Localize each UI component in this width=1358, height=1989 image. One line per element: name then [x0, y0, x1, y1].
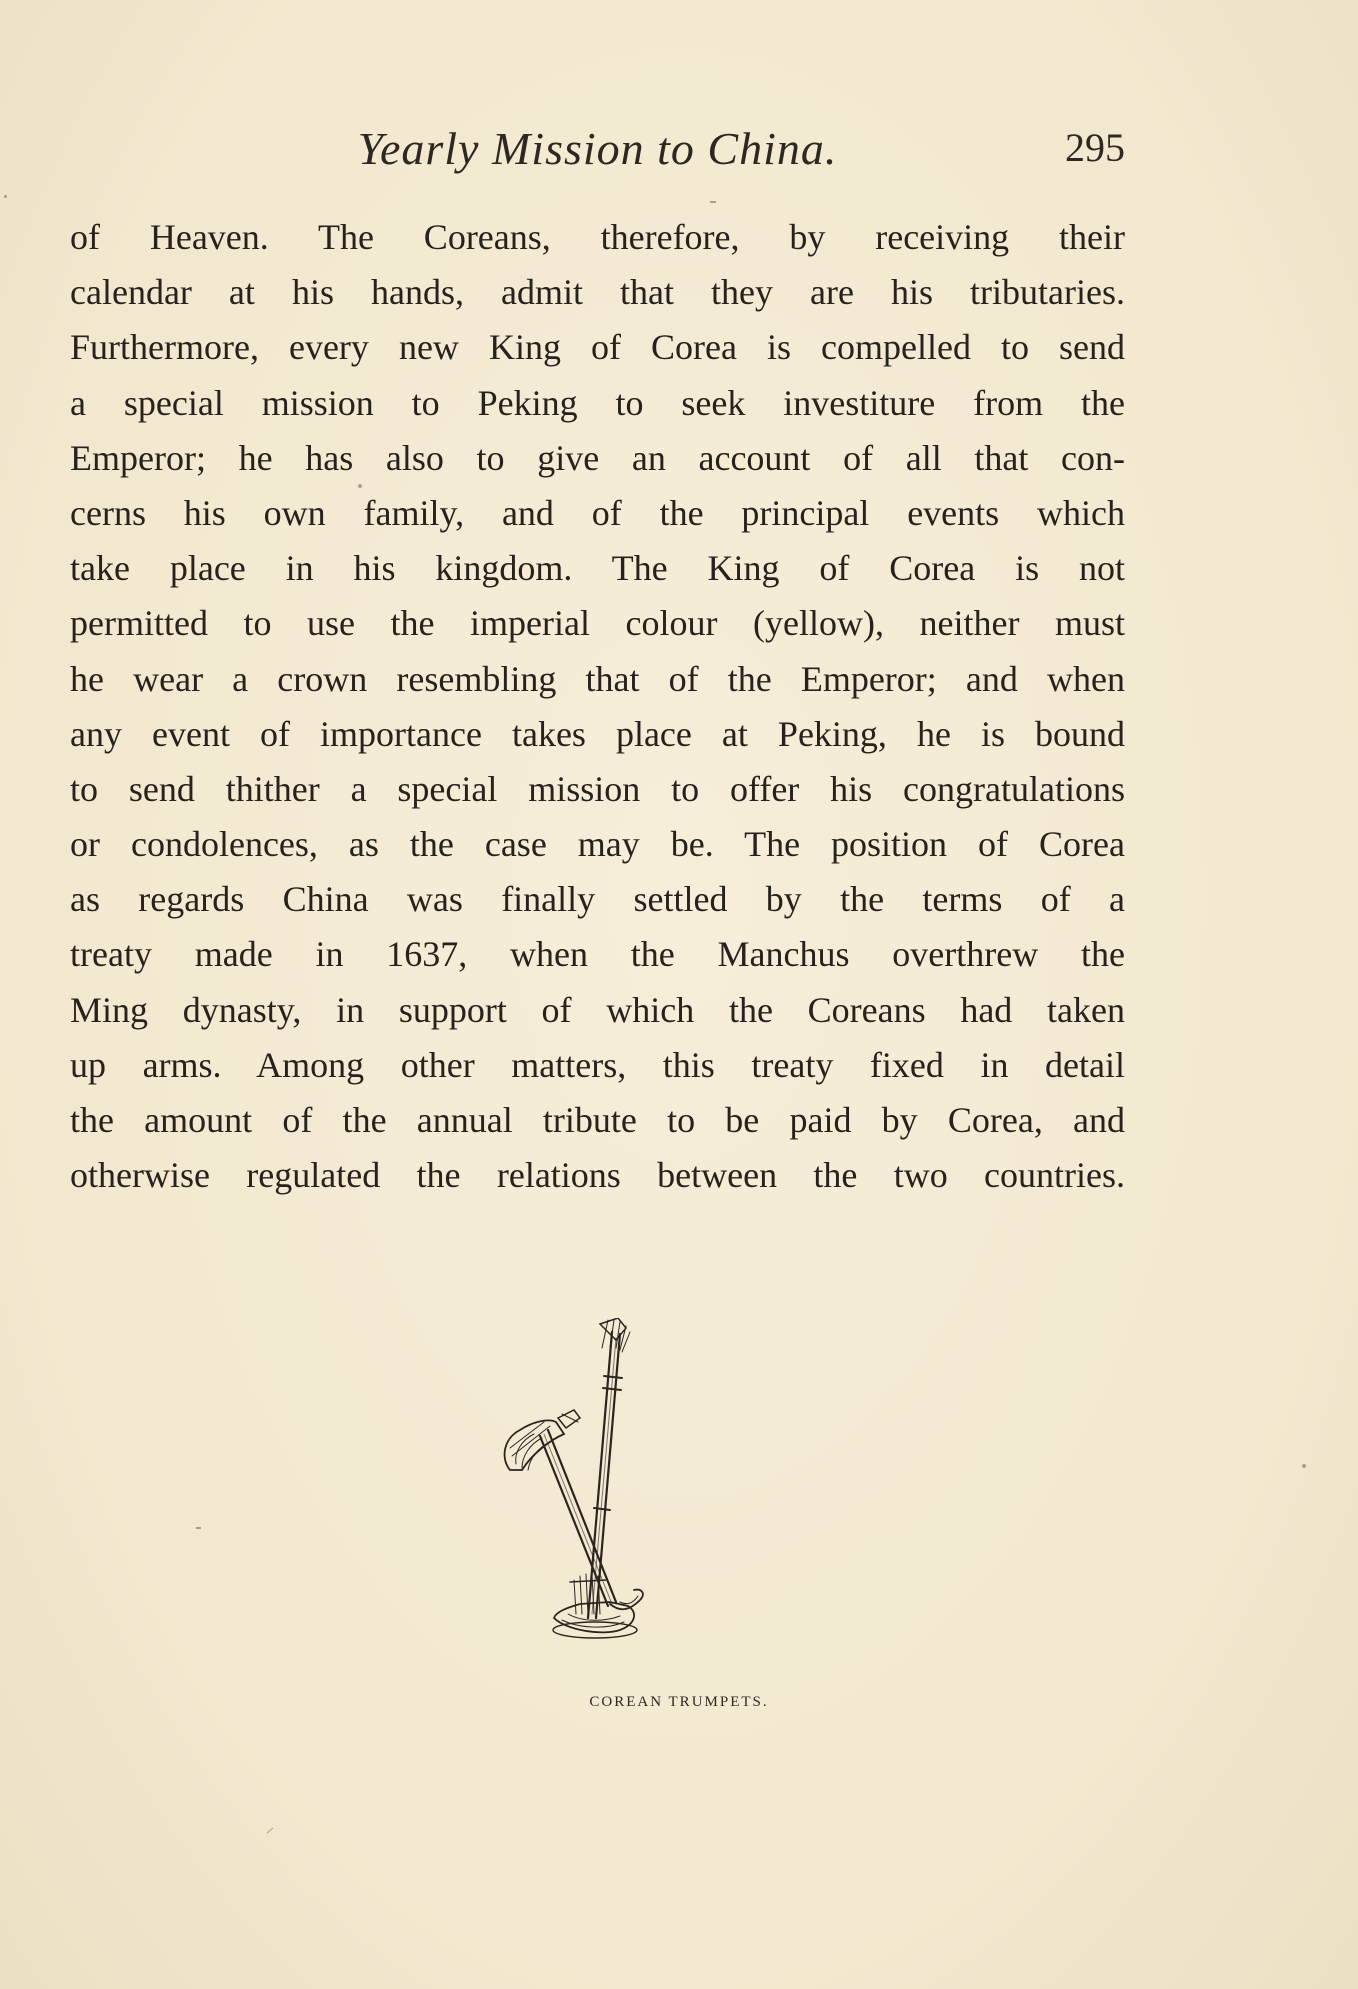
text-line: permitted to use the imperial colour (yellow), neither must [70, 603, 1125, 644]
text-line: otherwise regulated the relations between the two countries. [70, 1155, 1125, 1196]
text-line: calendar at his hands, admit that they are his tributaries. [70, 272, 1125, 313]
paper-speck [358, 484, 362, 488]
running-title: Yearly Mission to China. [357, 123, 838, 174]
corean-trumpets-illustration-icon [470, 1318, 710, 1648]
paper-speck [196, 1527, 201, 1529]
text-line: cerns his own family, and of the principal events which [70, 492, 1125, 533]
text-line: take place in his kingdom. The King of Corea is not [70, 548, 1125, 589]
text-line: he wear a crown resembling that of the Emperor; and when [70, 658, 1125, 699]
text-line: the amount of the annual tribute to be paid by Corea, and [70, 1100, 1125, 1140]
text-line: up arms. Among other matters, this treaty fixed in detail [70, 1044, 1125, 1085]
page-number: 295 [1065, 125, 1125, 170]
paper-speck [267, 1828, 274, 1834]
text-line: Emperor; he has also to give an account of all that con- [70, 437, 1125, 478]
text-line: Ming dynasty, in support of which the Coreans had taken [70, 989, 1125, 1030]
text-line: Furthermore, every new King of Corea is compelled to send [70, 327, 1125, 368]
text-line: to send thither a special mission to offer his congratulations [70, 768, 1125, 809]
figure-caption: COREAN TRUMPETS. [589, 1694, 769, 1710]
text-line: any event of importance takes place at Peking, he is bound [70, 713, 1125, 754]
running-head [70, 122, 1125, 182]
paper-speck [1302, 1464, 1306, 1468]
text-line: treaty made in 1637, when the Manchus overthrew the [70, 934, 1125, 975]
paper-speck [710, 201, 716, 203]
text-line: of Heaven. The Coreans, therefore, by receiving their [70, 217, 1125, 257]
text-line: or condolences, as the case may be. The position of Corea [70, 824, 1125, 865]
body-paragraph [70, 210, 1125, 1203]
text-line: a special mission to Peking to seek investiture from the [70, 382, 1125, 423]
text-line: as regards China was finally settled by the terms of a [70, 879, 1125, 920]
paper-speck [4, 195, 7, 198]
